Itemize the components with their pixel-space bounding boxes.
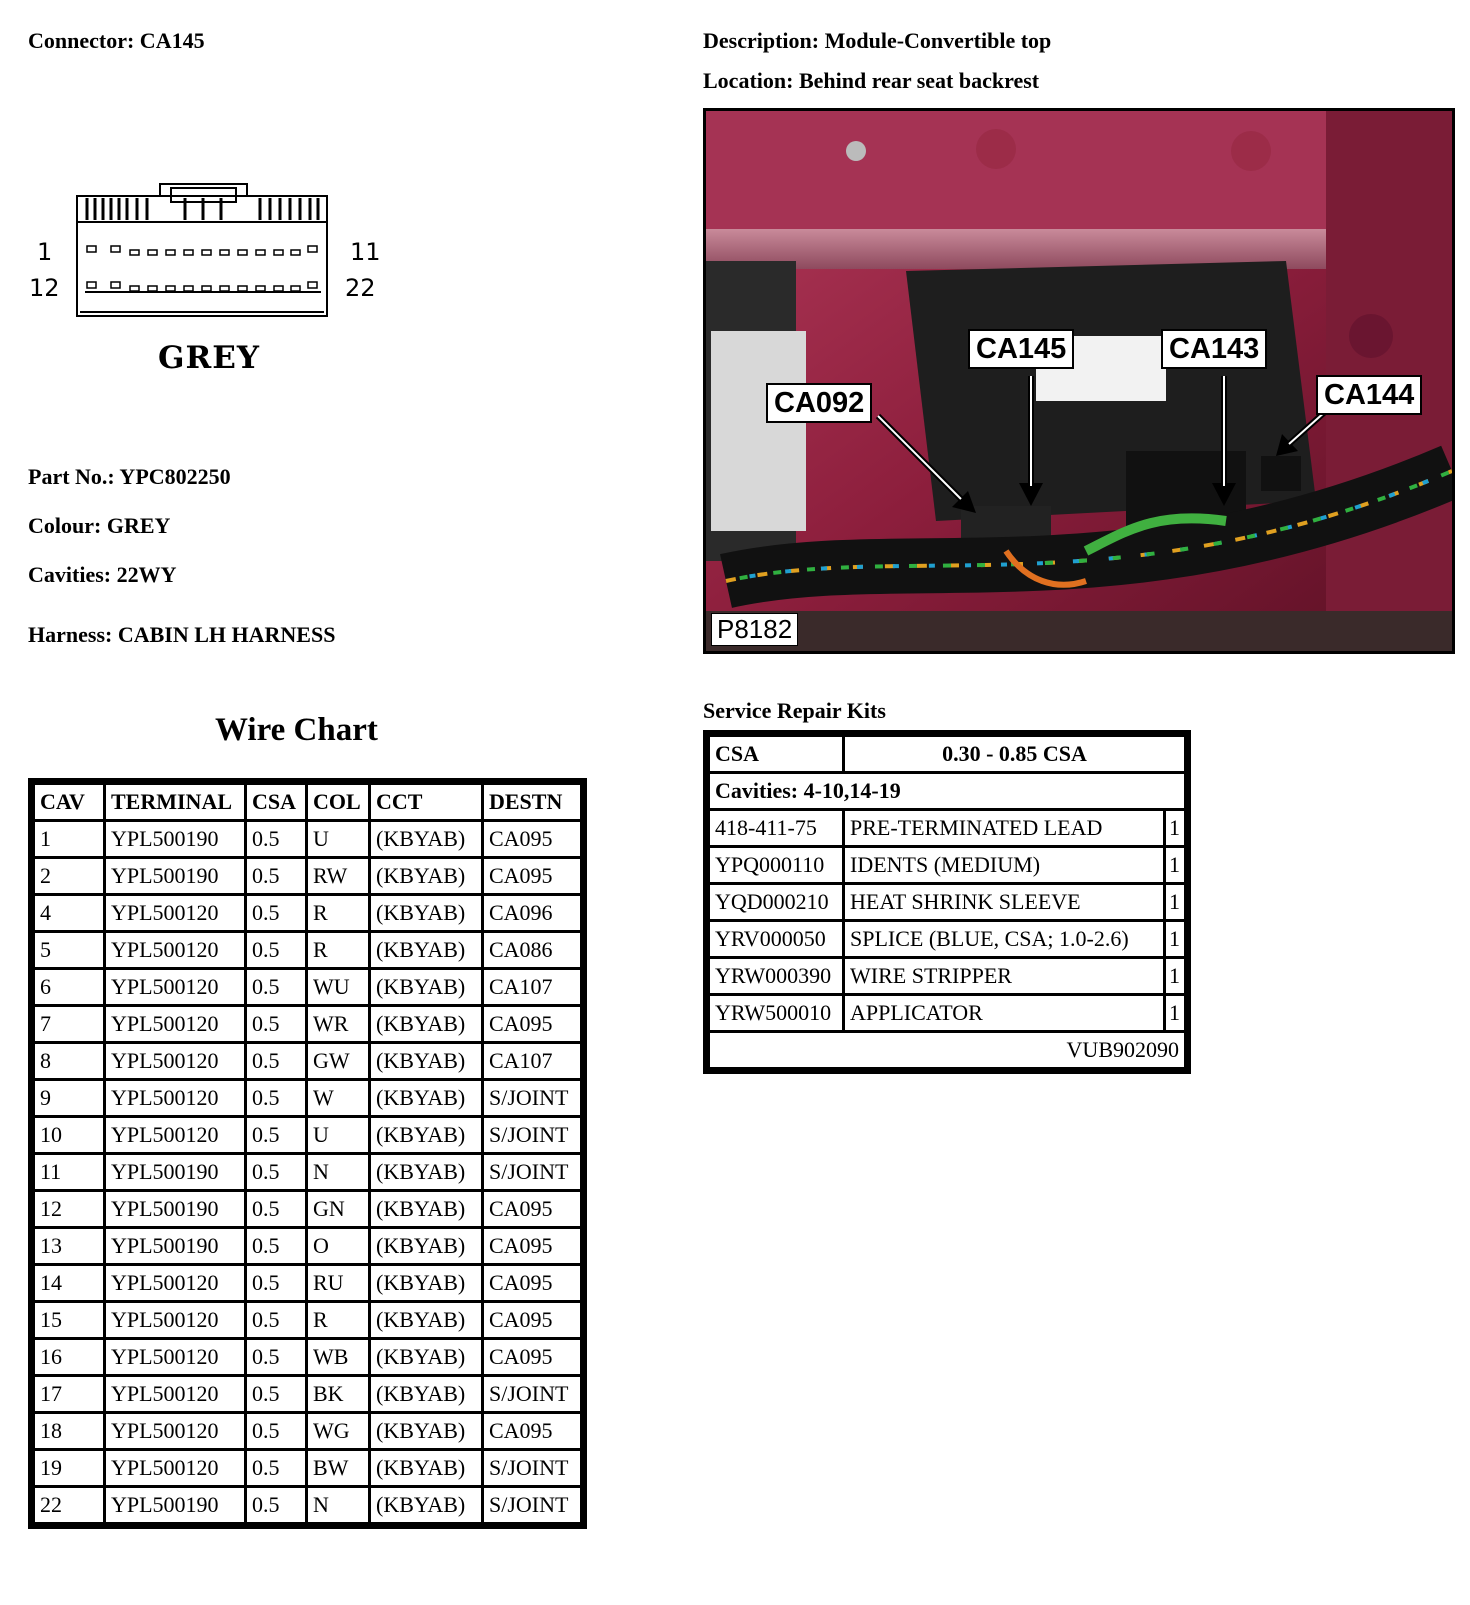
repair-kits-title: Service Repair Kits bbox=[703, 698, 886, 723]
cell-csa: 0.5 bbox=[247, 1155, 305, 1189]
kit-quantity: 1 bbox=[1166, 959, 1184, 993]
cell-cct: (KBYAB) bbox=[371, 1081, 481, 1115]
cell-col: R bbox=[308, 896, 368, 930]
kit-part-number: YQD000210 bbox=[710, 885, 842, 919]
cell-cct: (KBYAB) bbox=[371, 1266, 481, 1300]
cell-csa: 0.5 bbox=[247, 822, 305, 856]
kit-part-number: 418-411-75 bbox=[710, 811, 842, 845]
cell-destn: S/JOINT bbox=[484, 1118, 580, 1152]
colour-info: Colour: GREY bbox=[28, 513, 171, 538]
cell-cct: (KBYAB) bbox=[371, 1192, 481, 1226]
kit-quantity: 1 bbox=[1166, 922, 1184, 956]
cell-terminal: YPL500120 bbox=[106, 1340, 244, 1374]
pin-number-1: 1 bbox=[37, 238, 53, 266]
cell-terminal: YPL500120 bbox=[106, 1303, 244, 1337]
wire-chart-row bbox=[35, 896, 580, 930]
cell-col: U bbox=[308, 822, 368, 856]
cell-col: GW bbox=[308, 1044, 368, 1078]
wire-chart-row bbox=[35, 1192, 580, 1226]
header-terminal: TERMINAL bbox=[106, 785, 244, 819]
wire-chart-row bbox=[35, 933, 580, 967]
cell-csa: 0.5 bbox=[247, 1081, 305, 1115]
cell-csa: 0.5 bbox=[247, 1266, 305, 1300]
wire-chart-row bbox=[35, 1081, 580, 1115]
kit-part-number: YPQ000110 bbox=[710, 848, 842, 882]
cell-terminal: YPL500120 bbox=[106, 970, 244, 1004]
wire-chart-row bbox=[35, 859, 580, 893]
cell-col: N bbox=[308, 1488, 368, 1522]
location-label: Location: Behind rear seat backrest bbox=[703, 68, 1040, 93]
cell-cav: 13 bbox=[35, 1229, 103, 1263]
cell-terminal: YPL500120 bbox=[106, 1081, 244, 1115]
cell-csa: 0.5 bbox=[247, 896, 305, 930]
photo-reference-code: P8182 bbox=[711, 613, 798, 646]
kit-description: APPLICATOR bbox=[845, 996, 1163, 1030]
cell-col: WR bbox=[308, 1007, 368, 1041]
kits-csa-value: 0.30 - 0.85 CSA bbox=[845, 737, 1184, 771]
cell-csa: 0.5 bbox=[247, 1118, 305, 1152]
cell-destn: CA086 bbox=[484, 933, 580, 967]
wire-chart-row bbox=[35, 1451, 580, 1485]
cell-cav: 19 bbox=[35, 1451, 103, 1485]
callout-ca145: CA145 bbox=[968, 329, 1074, 369]
cell-cav: 2 bbox=[35, 859, 103, 893]
cell-cct: (KBYAB) bbox=[371, 1451, 481, 1485]
wire-chart-row bbox=[35, 1488, 580, 1522]
cell-terminal: YPL500190 bbox=[106, 859, 244, 893]
wire-chart-row bbox=[35, 1007, 580, 1041]
cell-cct: (KBYAB) bbox=[371, 1488, 481, 1522]
cell-csa: 0.5 bbox=[247, 1414, 305, 1448]
wire-chart-header-row bbox=[35, 785, 580, 819]
cell-destn: S/JOINT bbox=[484, 1155, 580, 1189]
callout-ca092: CA092 bbox=[766, 383, 872, 423]
cell-csa: 0.5 bbox=[247, 1229, 305, 1263]
kit-item-row bbox=[710, 885, 1184, 919]
kit-item-row bbox=[710, 996, 1184, 1030]
kit-item-row bbox=[710, 848, 1184, 882]
cell-cav: 15 bbox=[35, 1303, 103, 1337]
connector-outline bbox=[25, 182, 395, 332]
kit-item-row bbox=[710, 959, 1184, 993]
cell-cav: 11 bbox=[35, 1155, 103, 1189]
cell-cct: (KBYAB) bbox=[371, 1007, 481, 1041]
repair-kits-table bbox=[703, 730, 1191, 1074]
cell-destn: CA095 bbox=[484, 1007, 580, 1041]
cell-terminal: YPL500190 bbox=[106, 1155, 244, 1189]
cell-destn: S/JOINT bbox=[484, 1377, 580, 1411]
wire-chart-title: Wire Chart bbox=[215, 712, 378, 748]
cell-col: O bbox=[308, 1229, 368, 1263]
kit-description: WIRE STRIPPER bbox=[845, 959, 1163, 993]
pin-number-12: 12 bbox=[29, 274, 60, 302]
kit-quantity: 1 bbox=[1166, 811, 1184, 845]
wire-chart-row bbox=[35, 1044, 580, 1078]
cell-cct: (KBYAB) bbox=[371, 1229, 481, 1263]
cell-terminal: YPL500120 bbox=[106, 1451, 244, 1485]
cell-cav: 10 bbox=[35, 1118, 103, 1152]
cell-destn: CA095 bbox=[484, 1192, 580, 1226]
kit-code: VUB902090 bbox=[710, 1033, 1184, 1067]
cell-terminal: YPL500120 bbox=[106, 1377, 244, 1411]
kits-cavities: Cavities: 4-10,14-19 bbox=[710, 774, 1184, 808]
cell-terminal: YPL500190 bbox=[106, 822, 244, 856]
cell-col: N bbox=[308, 1155, 368, 1189]
cell-destn: CA095 bbox=[484, 1414, 580, 1448]
cell-cav: 17 bbox=[35, 1377, 103, 1411]
cell-csa: 0.5 bbox=[247, 1377, 305, 1411]
cell-destn: CA095 bbox=[484, 1229, 580, 1263]
header-col: COL bbox=[308, 785, 368, 819]
cell-terminal: YPL500190 bbox=[106, 1192, 244, 1226]
cell-cav: 18 bbox=[35, 1414, 103, 1448]
cell-cav: 14 bbox=[35, 1266, 103, 1300]
kit-quantity: 1 bbox=[1166, 848, 1184, 882]
cell-cct: (KBYAB) bbox=[371, 1118, 481, 1152]
cell-col: RW bbox=[308, 859, 368, 893]
wire-chart-row bbox=[35, 1118, 580, 1152]
wire-chart-row bbox=[35, 1414, 580, 1448]
cell-cct: (KBYAB) bbox=[371, 896, 481, 930]
cell-cct: (KBYAB) bbox=[371, 933, 481, 967]
cell-destn: CA095 bbox=[484, 859, 580, 893]
cell-csa: 0.5 bbox=[247, 1340, 305, 1374]
cell-cav: 7 bbox=[35, 1007, 103, 1041]
cell-cct: (KBYAB) bbox=[371, 1340, 481, 1374]
cell-cct: (KBYAB) bbox=[371, 1155, 481, 1189]
cell-col: GN bbox=[308, 1192, 368, 1226]
pin-number-22: 22 bbox=[345, 274, 376, 302]
cell-csa: 0.5 bbox=[247, 970, 305, 1004]
header-csa: CSA bbox=[247, 785, 305, 819]
connector-label: Connector: CA145 bbox=[28, 28, 205, 53]
callout-ca144: CA144 bbox=[1316, 375, 1422, 415]
kit-quantity: 1 bbox=[1166, 996, 1184, 1030]
cell-col: R bbox=[308, 1303, 368, 1337]
cell-col: BK bbox=[308, 1377, 368, 1411]
cell-destn: CA095 bbox=[484, 1266, 580, 1300]
cell-col: WG bbox=[308, 1414, 368, 1448]
pin-number-11: 11 bbox=[350, 238, 381, 266]
cell-destn: CA095 bbox=[484, 822, 580, 856]
kit-quantity: 1 bbox=[1166, 885, 1184, 919]
cell-cct: (KBYAB) bbox=[371, 859, 481, 893]
wire-chart-row bbox=[35, 1340, 580, 1374]
kit-description: SPLICE (BLUE, CSA; 1.0-2.6) bbox=[845, 922, 1163, 956]
cell-terminal: YPL500120 bbox=[106, 1118, 244, 1152]
cell-col: U bbox=[308, 1118, 368, 1152]
cell-terminal: YPL500120 bbox=[106, 1414, 244, 1448]
cell-cct: (KBYAB) bbox=[371, 822, 481, 856]
wire-chart-row bbox=[35, 1377, 580, 1411]
cell-destn: S/JOINT bbox=[484, 1451, 580, 1485]
cell-col: R bbox=[308, 933, 368, 967]
cell-csa: 0.5 bbox=[247, 1488, 305, 1522]
cell-cav: 8 bbox=[35, 1044, 103, 1078]
kit-description: PRE-TERMINATED LEAD bbox=[845, 811, 1163, 845]
kits-csa-row bbox=[710, 737, 1184, 771]
cell-cct: (KBYAB) bbox=[371, 1044, 481, 1078]
cell-cav: 6 bbox=[35, 970, 103, 1004]
cell-terminal: YPL500120 bbox=[106, 933, 244, 967]
cell-csa: 0.5 bbox=[247, 1044, 305, 1078]
cell-terminal: YPL500120 bbox=[106, 1266, 244, 1300]
location-photo bbox=[703, 108, 1455, 654]
cell-destn: CA096 bbox=[484, 896, 580, 930]
kit-part-number: YRW000390 bbox=[710, 959, 842, 993]
wire-chart-row bbox=[35, 1303, 580, 1337]
cell-cct: (KBYAB) bbox=[371, 1414, 481, 1448]
cell-destn: S/JOINT bbox=[484, 1488, 580, 1522]
wire-chart-row bbox=[35, 822, 580, 856]
cell-terminal: YPL500120 bbox=[106, 1044, 244, 1078]
cell-cav: 12 bbox=[35, 1192, 103, 1226]
kits-code-row bbox=[710, 1033, 1184, 1067]
kit-item-row bbox=[710, 811, 1184, 845]
kit-description: HEAT SHRINK SLEEVE bbox=[845, 885, 1163, 919]
cavities-info: Cavities: 22WY bbox=[28, 562, 177, 587]
kit-description: IDENTS (MEDIUM) bbox=[845, 848, 1163, 882]
header-destn: DESTN bbox=[484, 785, 580, 819]
cell-col: BW bbox=[308, 1451, 368, 1485]
cell-destn: S/JOINT bbox=[484, 1081, 580, 1115]
part-number: Part No.: YPC802250 bbox=[28, 464, 231, 489]
cell-csa: 0.5 bbox=[247, 1451, 305, 1485]
cell-terminal: YPL500120 bbox=[106, 1007, 244, 1041]
cell-cav: 5 bbox=[35, 933, 103, 967]
wire-chart-row bbox=[35, 970, 580, 1004]
wire-chart-row bbox=[35, 1229, 580, 1263]
cell-terminal: YPL500190 bbox=[106, 1488, 244, 1522]
cell-csa: 0.5 bbox=[247, 1007, 305, 1041]
cell-cav: 4 bbox=[35, 896, 103, 930]
cell-terminal: YPL500190 bbox=[106, 1229, 244, 1263]
cell-destn: CA107 bbox=[484, 970, 580, 1004]
cell-cct: (KBYAB) bbox=[371, 970, 481, 1004]
cell-col: WB bbox=[308, 1340, 368, 1374]
cell-cav: 22 bbox=[35, 1488, 103, 1522]
description-label: Description: Module-Convertible top bbox=[703, 28, 1052, 53]
cell-cav: 16 bbox=[35, 1340, 103, 1374]
cell-destn: CA095 bbox=[484, 1303, 580, 1337]
cell-csa: 0.5 bbox=[247, 1303, 305, 1337]
connector-colour-label: GREY bbox=[158, 340, 260, 376]
kit-part-number: YRV000050 bbox=[710, 922, 842, 956]
cell-cav: 1 bbox=[35, 822, 103, 856]
cell-cct: (KBYAB) bbox=[371, 1377, 481, 1411]
cell-csa: 0.5 bbox=[247, 1192, 305, 1226]
cell-destn: CA095 bbox=[484, 1340, 580, 1374]
cell-cct: (KBYAB) bbox=[371, 1303, 481, 1337]
wire-chart-row bbox=[35, 1266, 580, 1300]
header-cct: CCT bbox=[371, 785, 481, 819]
cell-col: WU bbox=[308, 970, 368, 1004]
kits-csa-label: CSA bbox=[710, 737, 842, 771]
header-cav: CAV bbox=[35, 785, 103, 819]
cell-csa: 0.5 bbox=[247, 859, 305, 893]
wire-chart-table bbox=[28, 778, 587, 1529]
cell-col: RU bbox=[308, 1266, 368, 1300]
cell-col: W bbox=[308, 1081, 368, 1115]
kits-cavities-row bbox=[710, 774, 1184, 808]
wire-chart-row bbox=[35, 1155, 580, 1189]
cell-csa: 0.5 bbox=[247, 933, 305, 967]
kit-part-number: YRW500010 bbox=[710, 996, 842, 1030]
callout-ca143: CA143 bbox=[1161, 329, 1267, 369]
cell-terminal: YPL500120 bbox=[106, 896, 244, 930]
harness-info: Harness: CABIN LH HARNESS bbox=[28, 622, 336, 647]
cell-destn: CA107 bbox=[484, 1044, 580, 1078]
kit-item-row bbox=[710, 922, 1184, 956]
cell-cav: 9 bbox=[35, 1081, 103, 1115]
